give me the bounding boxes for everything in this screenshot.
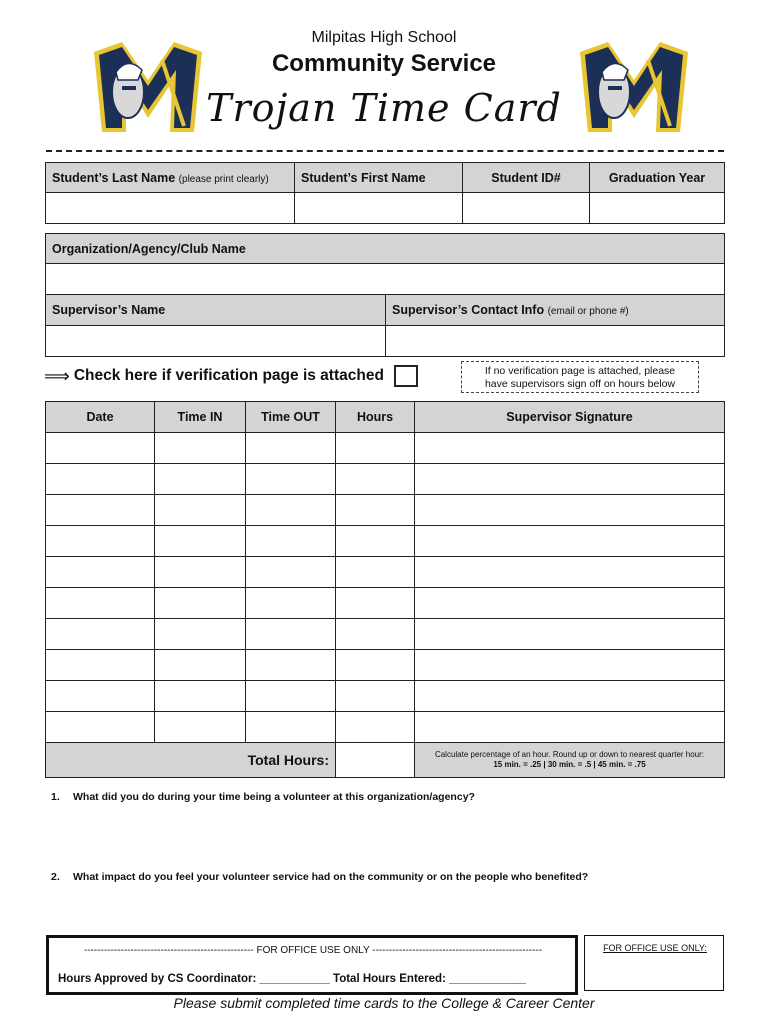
form-title: Community Service [271, 50, 497, 77]
time-out-cell[interactable] [246, 650, 336, 681]
hours-cell[interactable] [336, 464, 415, 495]
office-use-side-box [584, 935, 724, 991]
verification-note: If no verification page is attached, please have supervisors sign off on hours below [461, 361, 699, 393]
hours-cell[interactable] [336, 681, 415, 712]
hours-row [46, 588, 725, 619]
signature-cell[interactable] [415, 495, 725, 526]
date-cell[interactable] [46, 557, 155, 588]
office-use-box [46, 935, 578, 995]
date-cell[interactable] [46, 588, 155, 619]
form-subtitle: Trojan Time Card [206, 86, 562, 130]
verification-checkbox[interactable] [394, 365, 418, 387]
signature-cell[interactable] [415, 557, 725, 588]
hours-row [46, 464, 725, 495]
signature-cell[interactable] [415, 464, 725, 495]
date-cell[interactable] [46, 619, 155, 650]
signature-cell[interactable] [415, 526, 725, 557]
hours-row [46, 526, 725, 557]
arrow-right-icon: ⟹ [44, 365, 70, 386]
time-in-cell[interactable] [155, 681, 246, 712]
office-use-heading: --------------------------------------------------- FOR OFFICE USE ONLY --------------------------------------------------- [83, 945, 543, 956]
supervisor-contact-header: Supervisor’s Contact Info (email or phone #) [386, 295, 725, 326]
signature-cell[interactable] [415, 588, 725, 619]
time-out-cell[interactable] [246, 557, 336, 588]
col-header-hours: Hours [336, 402, 415, 433]
time-out-cell[interactable] [246, 433, 336, 464]
signature-cell[interactable] [415, 681, 725, 712]
supervisor-contact-field[interactable] [386, 326, 725, 357]
time-in-cell[interactable] [155, 588, 246, 619]
hours-cell[interactable] [336, 650, 415, 681]
time-in-cell[interactable] [155, 433, 246, 464]
col-header-time-out: Time OUT [246, 402, 336, 433]
organization-table [45, 233, 725, 357]
time-in-cell[interactable] [155, 619, 246, 650]
time-in-cell[interactable] [155, 712, 246, 743]
student-id-field[interactable] [463, 193, 590, 224]
date-cell[interactable] [46, 433, 155, 464]
date-cell[interactable] [46, 495, 155, 526]
hours-cell[interactable] [336, 433, 415, 464]
total-hours-field[interactable] [336, 743, 415, 778]
school-name: Milpitas High School [311, 29, 457, 46]
hours-cell[interactable] [336, 588, 415, 619]
hours-row [46, 650, 725, 681]
signature-cell[interactable] [415, 433, 725, 464]
hours-cell[interactable] [336, 712, 415, 743]
student-id-header: Student ID# [463, 163, 590, 193]
col-header-signature: Supervisor Signature [415, 402, 725, 433]
student-info-table [45, 162, 725, 224]
hours-cell[interactable] [336, 619, 415, 650]
date-cell[interactable] [46, 650, 155, 681]
hours-row [46, 619, 725, 650]
hours-row [46, 495, 725, 526]
time-out-cell[interactable] [246, 681, 336, 712]
time-out-cell[interactable] [246, 526, 336, 557]
question-1: 1. What did you do during your time being a volunteer at this organization/agency? [51, 791, 475, 803]
verification-label: Check here if verification page is attached [73, 367, 384, 384]
signature-cell[interactable] [415, 712, 725, 743]
time-out-cell[interactable] [246, 495, 336, 526]
org-name-field[interactable] [46, 264, 725, 295]
time-in-cell[interactable] [155, 464, 246, 495]
date-cell[interactable] [46, 526, 155, 557]
date-cell[interactable] [46, 681, 155, 712]
time-in-cell[interactable] [155, 557, 246, 588]
rounding-note: Calculate percentage of an hour. Round up or down to nearest quarter hour: 15 min. = .25 | 30 min. = .5 | 45 min. = .75 [415, 743, 725, 778]
verification-row [44, 365, 418, 387]
office-hours-approved: Hours Approved by CS Coordinator: ___________ Total Hours Entered: ____________ [58, 973, 526, 985]
last-name-field[interactable] [46, 193, 295, 224]
time-in-cell[interactable] [155, 526, 246, 557]
total-hours-label: Total Hours: [46, 743, 336, 778]
supervisor-name-field[interactable] [46, 326, 386, 357]
grad-year-header: Graduation Year [590, 163, 725, 193]
supervisor-name-header: Supervisor’s Name [46, 295, 386, 326]
signature-cell[interactable] [415, 619, 725, 650]
question-2: 2. What impact do you feel your volunteer service had on the community or on the people who benefited? [51, 871, 589, 883]
hours-row [46, 557, 725, 588]
time-out-cell[interactable] [246, 619, 336, 650]
date-cell[interactable] [46, 464, 155, 495]
hours-table [45, 401, 725, 778]
header-divider [46, 150, 724, 152]
time-out-cell[interactable] [246, 712, 336, 743]
hours-cell[interactable] [336, 557, 415, 588]
office-use-side-label: FOR OFFICE USE ONLY: [603, 943, 707, 953]
col-header-time-in: Time IN [155, 402, 246, 433]
hours-cell[interactable] [336, 495, 415, 526]
hours-row [46, 712, 725, 743]
footer-instructions: Please submit completed time cards to the College & Career Center [173, 995, 595, 1011]
time-out-cell[interactable] [246, 464, 336, 495]
grad-year-field[interactable] [590, 193, 725, 224]
org-name-header: Organization/Agency/Club Name [46, 234, 725, 264]
signature-cell[interactable] [415, 650, 725, 681]
time-in-cell[interactable] [155, 495, 246, 526]
date-cell[interactable] [46, 712, 155, 743]
time-out-cell[interactable] [246, 588, 336, 619]
first-name-header: Student’s First Name [295, 163, 463, 193]
col-header-date: Date [46, 402, 155, 433]
last-name-header: Student’s Last Name (please print clearly) [46, 163, 295, 193]
time-in-cell[interactable] [155, 650, 246, 681]
hours-cell[interactable] [336, 526, 415, 557]
first-name-field[interactable] [295, 193, 463, 224]
hours-row [46, 681, 725, 712]
hours-row [46, 433, 725, 464]
